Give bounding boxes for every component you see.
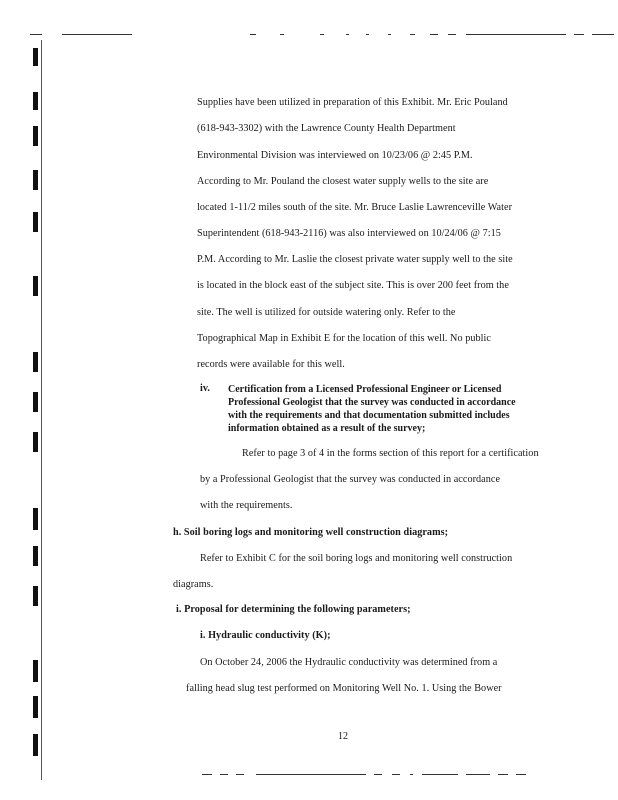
item-iv-number: iv. (200, 383, 210, 394)
text-line: (618-943-3302) with the Lawrence County Health Department (197, 123, 456, 134)
text-line: is located in the block east of the subject site. This is over 200 feet from the (197, 280, 509, 291)
text-line: Refer to page 3 of 4 in the forms section of this report for a certification (242, 448, 539, 459)
text-line: According to Mr. Pouland the closest water supply wells to the site are (197, 176, 489, 187)
text-line: diagrams. (173, 579, 214, 590)
text-line: Superintendent (618-943-2116) was also interviewed on 10/24/06 @ 7:15 (197, 228, 501, 239)
scan-bar-9 (33, 432, 38, 452)
scan-bar-1 (33, 48, 38, 66)
text-line: Environmental Division was interviewed on 10/23/06 @ 2:45 P.M. (197, 150, 473, 161)
item-h-heading: h. Soil boring logs and monitoring well construction diagrams; (173, 527, 449, 538)
heading-line: information obtained as a result of the survey; (228, 423, 426, 434)
scan-bar-15 (33, 734, 38, 756)
scan-bar-3 (33, 126, 38, 146)
heading-line: Certification from a Licensed Professional Engineer or Licensed (228, 384, 502, 395)
scan-bar-5 (33, 212, 38, 232)
scan-artifact-bottom (0, 774, 618, 776)
heading-line: Professional Geologist that the survey was conducted in accordance (228, 397, 516, 408)
text-line: records were available for this well. (197, 359, 345, 370)
scan-bar-2 (33, 92, 38, 110)
text-line: Supplies have been utilized in preparation of this Exhibit. Mr. Eric Pouland (197, 97, 508, 108)
text-line: with the requirements. (200, 500, 293, 511)
item-i-sub-heading: i. Hydraulic conductivity (K); (200, 630, 331, 641)
text-line: P.M. According to Mr. Laslie the closest private water supply well to the site (197, 254, 513, 265)
page-number: 12 (338, 731, 348, 742)
scan-bar-4 (33, 170, 38, 190)
text-line: located 1-11/2 miles south of the site. Mr. Bruce Laslie Lawrenceville Water (197, 202, 513, 213)
scan-artifact-top (0, 34, 618, 36)
text-line: falling head slug test performed on Monitoring Well No. 1. Using the Bower (186, 683, 502, 694)
item-i-heading: i. Proposal for determining the following parameters; (176, 604, 411, 615)
scan-bar-7 (33, 352, 38, 372)
scan-bar-6 (33, 276, 38, 296)
scan-bar-8 (33, 392, 38, 412)
scan-bar-14 (33, 696, 38, 718)
scan-bar-12 (33, 586, 38, 606)
scan-bar-13 (33, 660, 38, 682)
heading-line: with the requirements and that documentation submitted includes (228, 410, 510, 421)
scan-bar-11 (33, 546, 38, 566)
text-line: Refer to Exhibit C for the soil boring logs and monitoring well construction (200, 553, 513, 564)
text-line: Topographical Map in Exhibit E for the location of this well. No public (197, 333, 491, 344)
scan-left-rule (41, 40, 42, 780)
scan-bar-10 (33, 508, 38, 530)
text-line: site. The well is utilized for outside watering only. Refer to the (197, 307, 456, 318)
text-line: by a Professional Geologist that the survey was conducted in accordance (200, 474, 501, 485)
text-line: On October 24, 2006 the Hydraulic conductivity was determined from a (200, 657, 498, 668)
item-iv-heading (228, 383, 578, 435)
